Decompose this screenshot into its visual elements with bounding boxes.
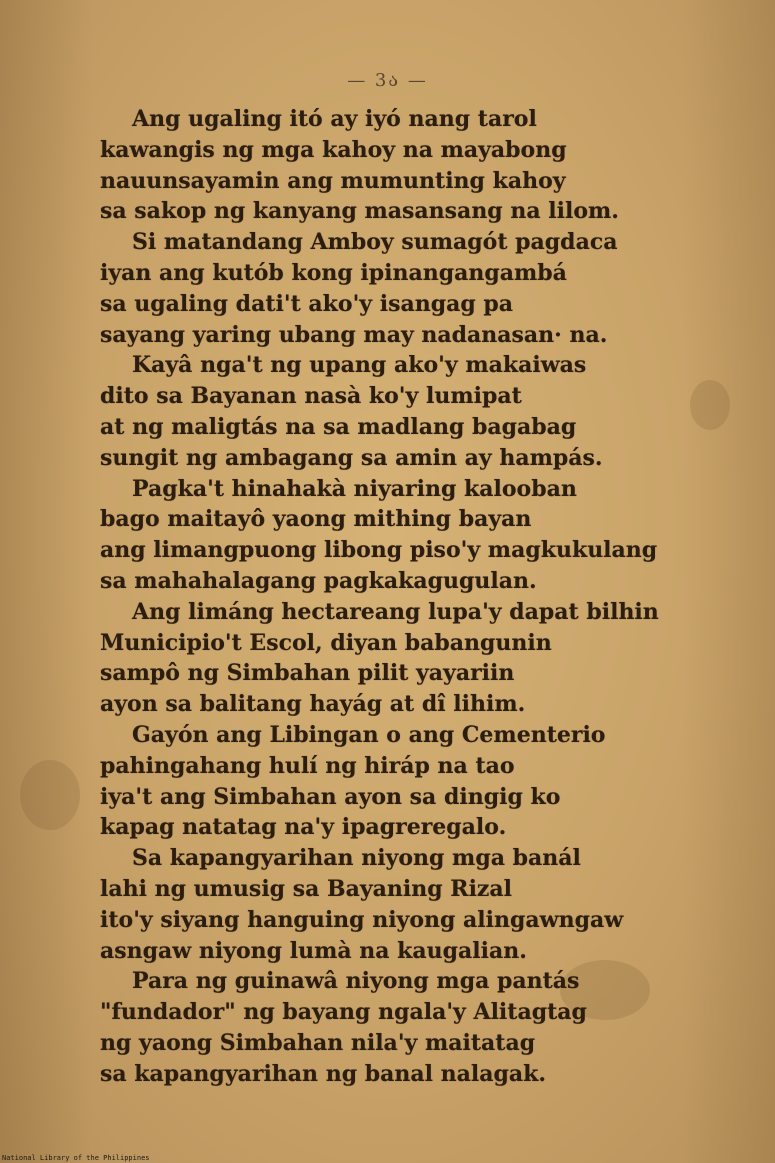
page-number: — 3ა — [347, 70, 428, 91]
text-line: iya't ang Simbahan ayon sa dingig ko [100, 783, 561, 810]
text-line: dito sa Bayanan nasà ko'y lumipat [100, 383, 522, 410]
text-line: Kayâ nga't ng upang ako'y makaiwas [132, 352, 587, 379]
text-line: sampô ng Simbahan pilit yayariin [100, 660, 515, 687]
text-line: ayon sa balitang hayág at dî lihim. [100, 691, 526, 718]
text-line: Pagka't hinahakà niyaring kalooban [132, 475, 577, 502]
text-line: Ang ugaling itó ay iyó nang tarol [132, 106, 537, 132]
text-line: pahingahang hulí ng hiráp na tao [100, 752, 515, 779]
text-line: lahi ng umusig sa Bayaning Rizal [100, 875, 513, 902]
text-line: ng yaong Simbahan nila'y maitatag [100, 1029, 536, 1056]
text-line: nauunsayamin ang mumunting kahoy [100, 167, 566, 194]
library-footer: National Library of the Philippines [2, 1154, 150, 1162]
text-line: kapag natatag na'y ipagreregalo. [100, 814, 507, 841]
text-line: at ng maligtás na sa madlang bagabag [100, 413, 577, 440]
text-line: Ang limáng hectareang lupa'y dapat bilhin [132, 598, 659, 625]
text-line: Gayón ang Libingan o ang Cementerio [132, 721, 606, 748]
text-line: Si matandang Amboy sumagót pagdaca [132, 229, 618, 256]
text-line: sa sakop ng kanyang masansang na lilom. [100, 198, 619, 225]
text-line: asngaw niyong lumà na kaugalian. [100, 937, 527, 964]
text-line: "fundador" ng bayang ngala'y Alitagtag [100, 999, 587, 1026]
text-line: Municipio't Escol, diyan babangunin [100, 629, 552, 656]
text-line: sa kapangyarihan ng banal nalagak. [100, 1060, 547, 1087]
poem-text [100, 104, 710, 1090]
text-line: bago maitayô yaong mithing bayan [100, 506, 532, 533]
text-line: sayang yaring ubang may nadanasan· na. [100, 321, 608, 348]
text-line: ito'y siyang hanguing niyong alingawngaw [100, 906, 624, 933]
text-line: iyan ang kutób kong ipinangangambá [100, 259, 567, 286]
text-line: Para ng guinawâ niyong mga pantás [132, 968, 580, 995]
text-line: sungit ng ambagang sa amin ay hampás. [100, 444, 603, 471]
text-line: sa ugaling dati't ako'y isangag pa [100, 290, 514, 317]
text-line: sa mahahalagang pagkakagugulan. [100, 567, 537, 594]
text-line: ang limangpuong libong piso'y magkukulang [100, 537, 658, 564]
text-line: kawangis ng mga kahoy na mayabong [100, 136, 567, 163]
paper-stain [20, 760, 80, 830]
text-line: Sa kapangyarihan niyong mga banál [132, 845, 581, 872]
